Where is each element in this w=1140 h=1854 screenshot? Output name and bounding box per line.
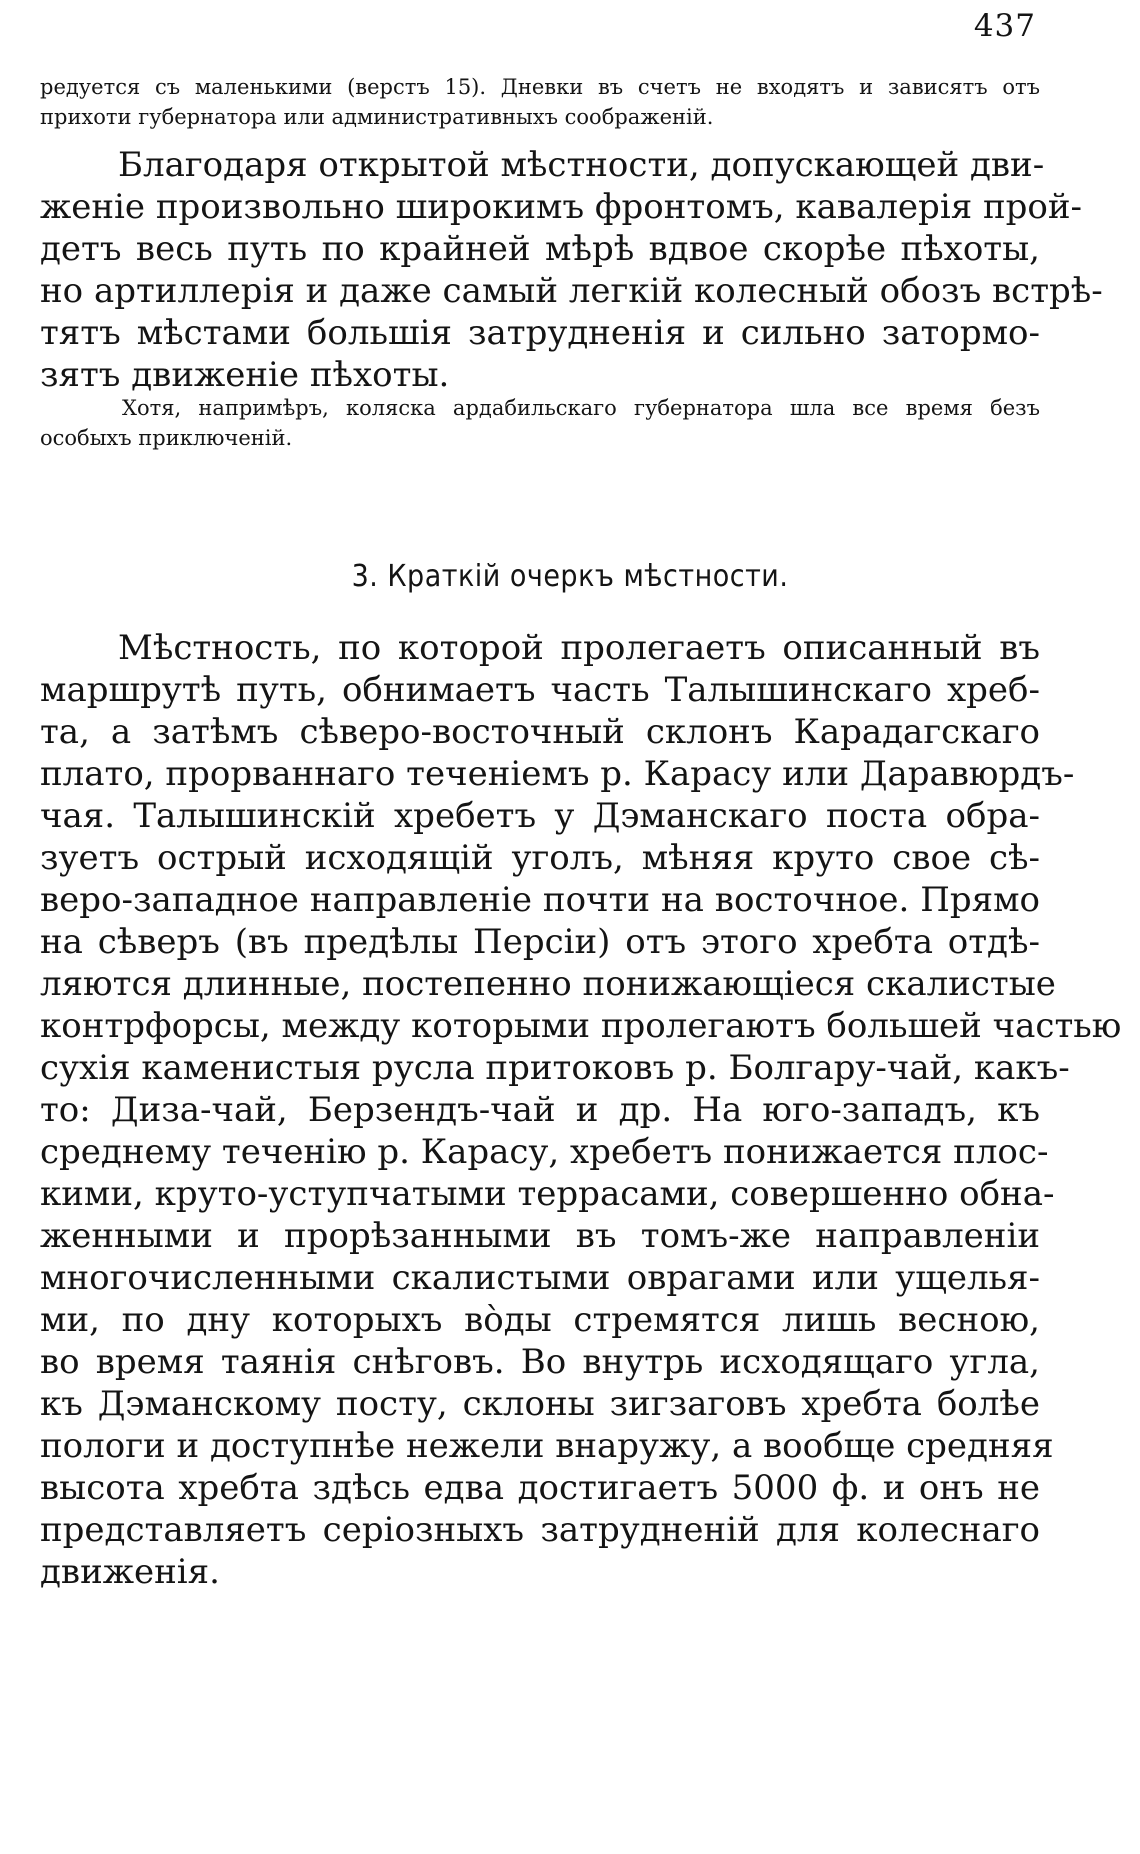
- paragraph-1-line: Благодаря открытой мѣстности, допускающей дви-: [118, 145, 1045, 185]
- footnote-top-line: прихоти губернатора или административныхъ соображеній.: [40, 105, 714, 129]
- paragraph-2-line: во время таянія снѣговъ. Во внутрь исходящаго угла,: [40, 1342, 1040, 1382]
- paragraph-2-line: многочисленными скалистыми оврагами или ущелья-: [40, 1258, 1040, 1298]
- paragraph-1-line-text: женіе произвольно широкимъ фронтомъ, кавалерія прой-: [40, 187, 1082, 227]
- paragraph-2-line: веро-западное направленіе почти на восточное. Прямо: [40, 880, 1040, 920]
- paragraph-2-line: ляются длинные, постепенно понижающіеся скалистые: [40, 964, 1056, 1004]
- section-heading: 3. Краткій очеркъ мѣстности.: [351, 559, 789, 594]
- paragraph-1-line: тятъ мѣстами большія затрудненія и сильно затормо-: [40, 313, 1040, 353]
- paragraph-1-line: детъ весь путь по крайней мѣрѣ вдвое скорѣе пѣхоты,: [40, 229, 1040, 269]
- paragraph-2-line: чая. Талышинскій хребетъ у Дэманскаго поста обра-: [40, 796, 1040, 836]
- paragraph-2-line: та, а затѣмъ сѣверо-восточный склонъ Карадагскаго: [40, 712, 1040, 752]
- paragraph-2-line: высота хребта здѣсь едва достигаетъ 5000 ф. и онъ не: [40, 1468, 1040, 1508]
- paragraph-2-line: движенія.: [40, 1552, 220, 1592]
- paragraph-2-line: Мѣстность, по которой пролегаетъ описанный въ: [118, 628, 1040, 668]
- paragraph-2-line: на сѣверъ (въ предѣлы Персіи) отъ этого хребта отдѣ-: [40, 922, 1040, 962]
- paragraph-1-line: зятъ движеніе пѣхоты.: [40, 355, 450, 395]
- paragraph-1-line: но артиллерія и даже самый легкій колесный обозъ встрѣ-: [40, 271, 1103, 311]
- paragraph-2-line: сухія каменистыя русла притоковъ р. Болгару-чай, какъ-: [40, 1048, 1070, 1088]
- paragraph-2-line: зуетъ острый исходящій уголъ, мѣняя круто свое сѣ-: [40, 838, 1040, 878]
- paragraph-2-line: пологи и доступнѣе нежели внаружу, а вообще средняя: [40, 1426, 1054, 1466]
- paragraph-2-line: ми, по дну которыхъ вòды стремятся лишь весною,: [40, 1300, 1040, 1340]
- paragraph-2-line: контрфорсы, между которыми пролегаютъ большей частью: [40, 1006, 1122, 1046]
- paragraph-2-line: представляетъ серіозныхъ затрудненій для колеснаго: [40, 1510, 1040, 1550]
- paragraph-2-line: женными и прорѣзанными въ томъ-же направленіи: [40, 1216, 1040, 1256]
- paragraph-2-line: кими, круто-уступчатыми террасами, совершенно обна-: [40, 1174, 1055, 1214]
- footnote-top-line: редуется съ маленькими (верстъ 15). Дневки въ счетъ не входятъ и зависятъ отъ: [40, 75, 1040, 99]
- page-number: 437: [973, 8, 1036, 44]
- footnote-2-line: Хотя, напримѣръ, коляска ардабильскаго губернатора шла все время безъ: [122, 396, 1040, 420]
- paragraph-2-line: маршрутѣ путь, обнимаетъ часть Талышинскаго хреб-: [40, 670, 1040, 710]
- footnote-2-line: особыхъ приключеній.: [40, 426, 293, 450]
- paragraph-2-line: среднему теченію р. Карасу, хребетъ понижается плос-: [40, 1132, 1049, 1172]
- paragraph-2-line: то: Диза-чай, Берзендъ-чай и др. На юго-западъ, къ: [40, 1090, 1040, 1130]
- paragraph-2-line: плато, прорваннаго теченіемъ р. Карасу или Даравюрдъ-: [40, 754, 1075, 794]
- paragraph-2-line: къ Дэманскому посту, склоны зигзаговъ хребта болѣе: [40, 1384, 1040, 1424]
